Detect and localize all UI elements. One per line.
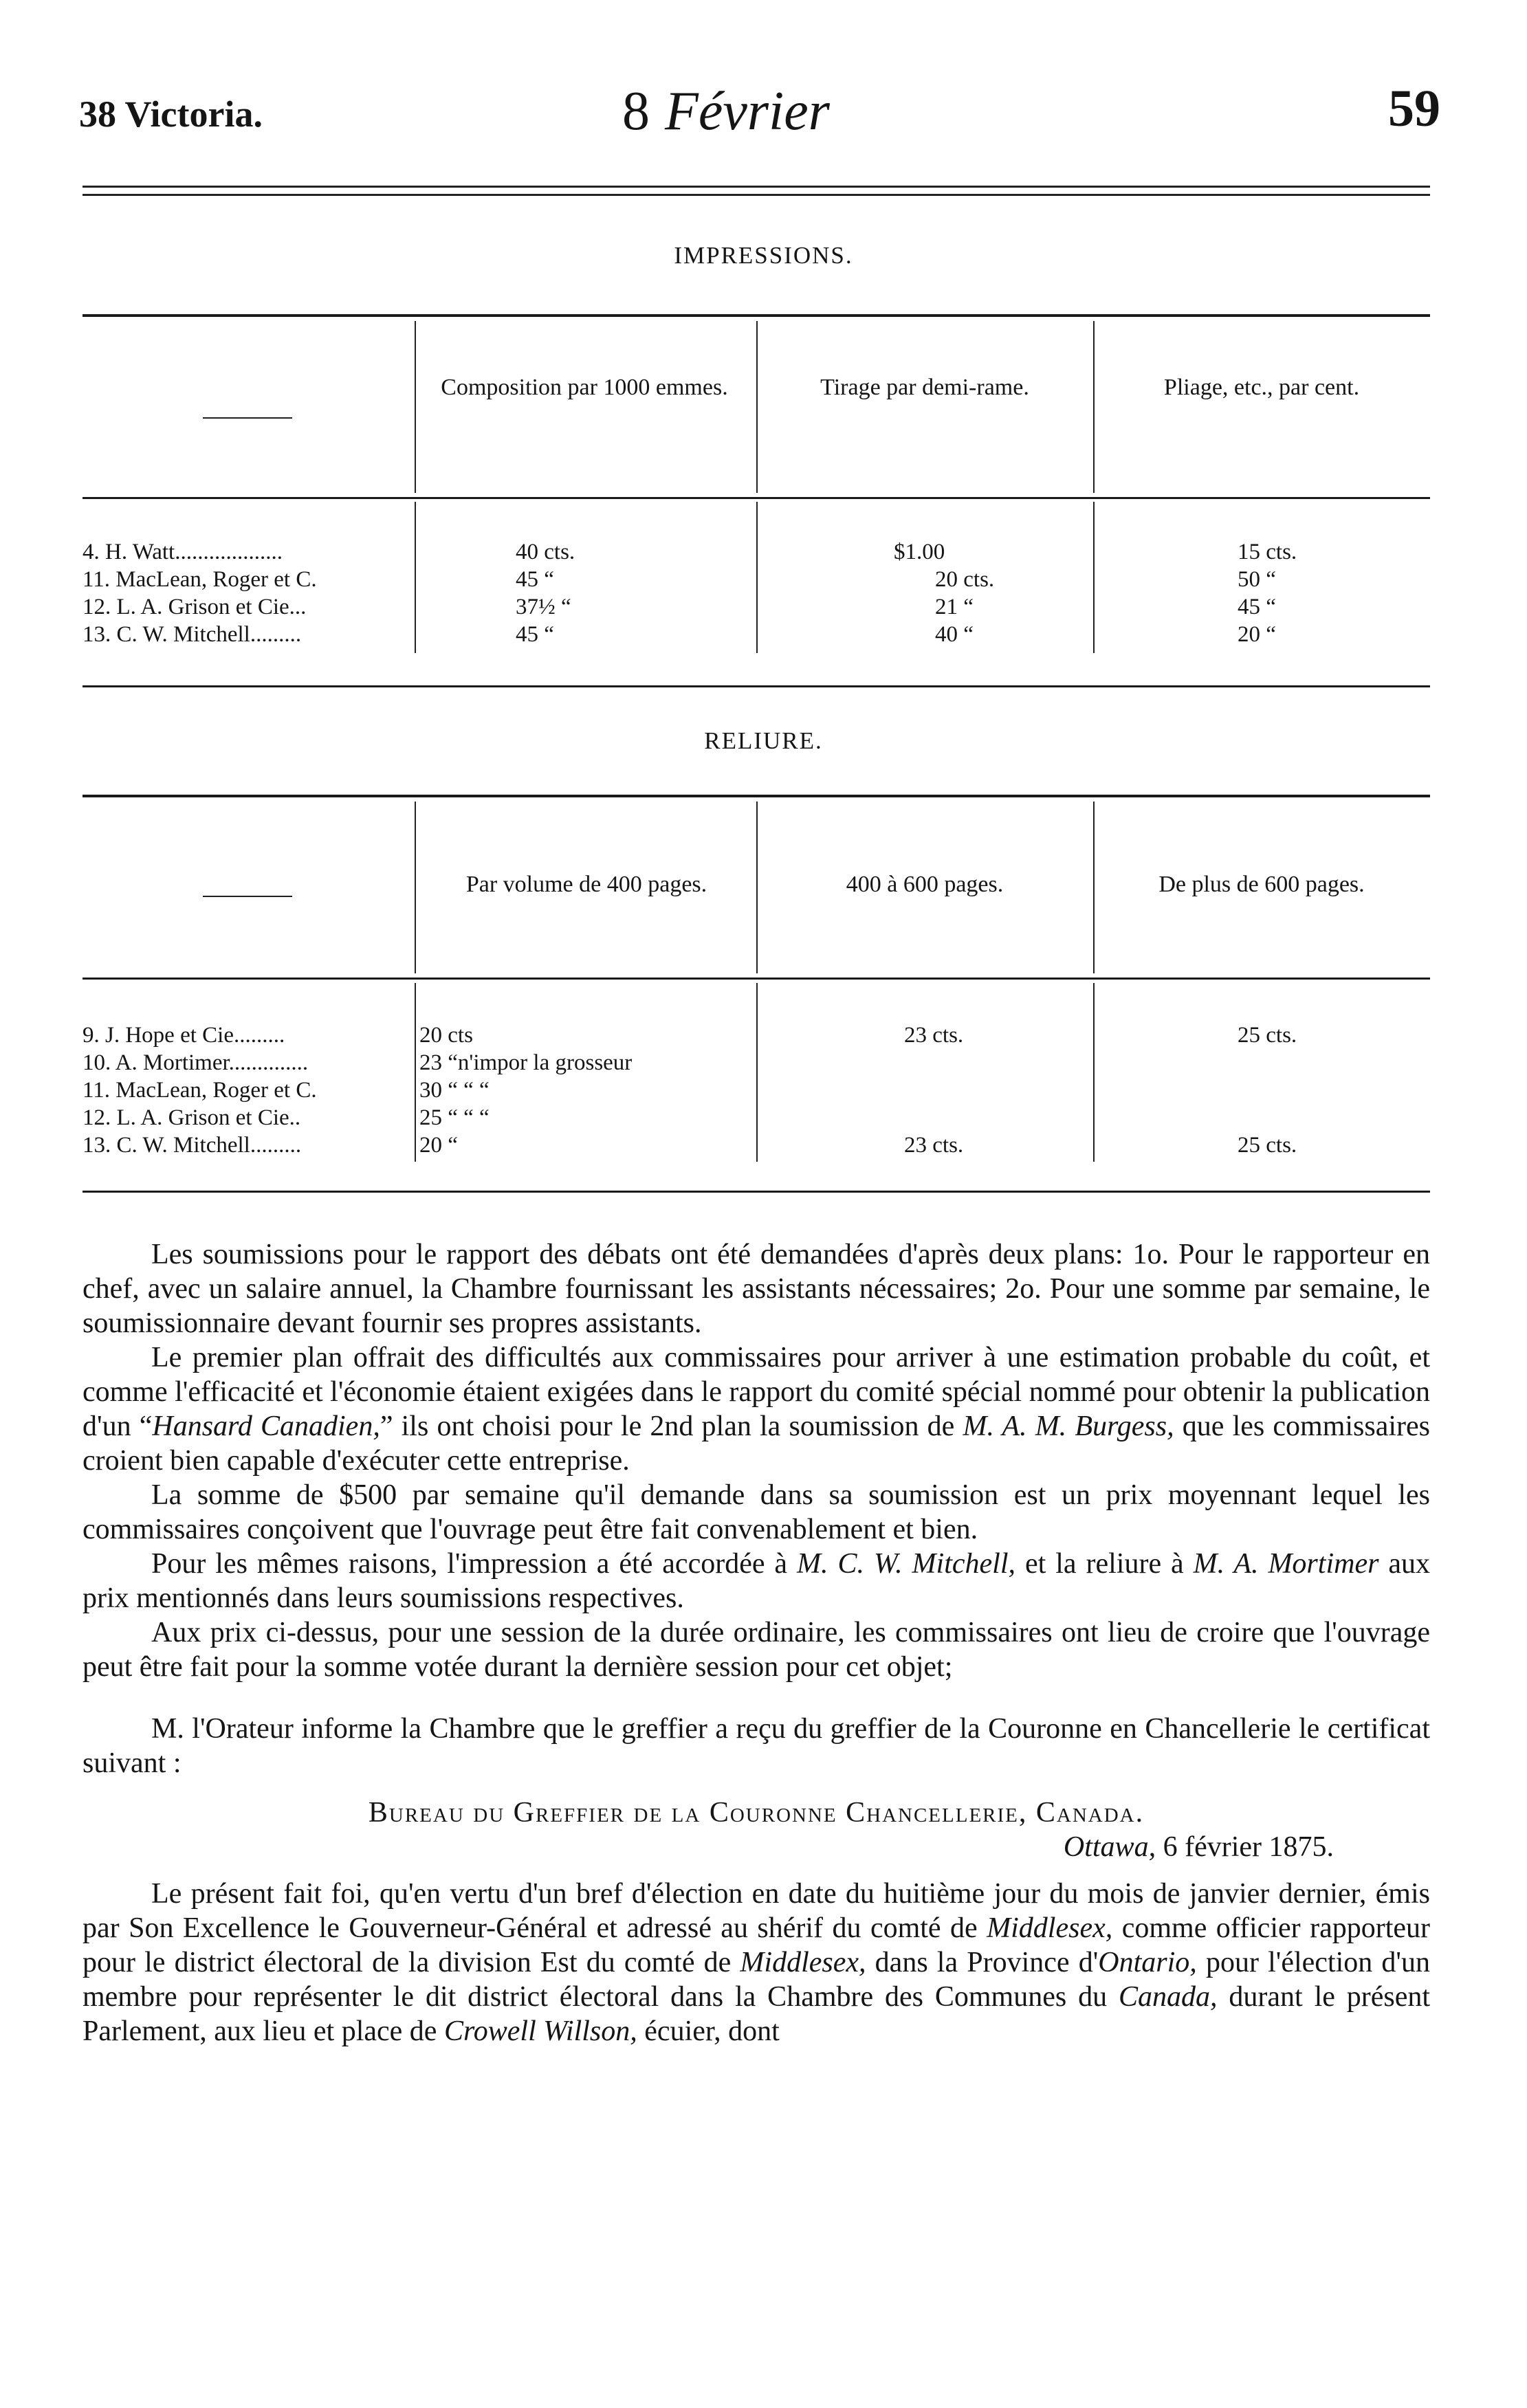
text-run: pour l'élection d'un membre pour représenter le dit district électoral dans la Chambre des Communes du (83, 1947, 1430, 2013)
reliure-table (83, 784, 1430, 1203)
table-row (83, 1133, 1430, 1160)
price-cell: 45 “ (516, 567, 554, 592)
text-run: écuier, dont (644, 2015, 780, 2047)
text-run: et la reliure à (1024, 1548, 1184, 1580)
contractor-name: 13. C. W. Mitchell......... (83, 1133, 302, 1158)
contractor-name: 12. L. A. Grison et Cie.. (83, 1105, 301, 1130)
table-row (83, 622, 1430, 650)
header-double-rule (83, 186, 1430, 196)
place-date (83, 1830, 1430, 1864)
hansard-title: Hansard Canadien, (152, 1411, 380, 1442)
text-run: que les commissaires croient bien capable d'exécuter cette entreprise. (83, 1411, 1431, 1477)
running-head (79, 72, 1440, 148)
price-cell: 37½ “ (516, 595, 571, 619)
table-row (83, 567, 1430, 595)
paragraph-submissions: Les soumissions pour le rapport des débats ont été demandées d'après deux plans: 1o. Pour le rapporteur en chef, avec un salaire annuel, la Chambre fournissant les assistants nécessaires; 2o. Pour une somme par semaine, le soumissionnaire devant fournir ses propres assistants. (83, 1239, 1430, 1339)
text-run: aux prix mentionnés dans leurs soumissions respectives. (83, 1548, 1431, 1614)
text-run: dans la Province d' (875, 1947, 1099, 1978)
table-rule (83, 795, 1430, 797)
price-cell: 30 “ “ “ (419, 1078, 490, 1103)
reliure-title: RELIURE. (704, 727, 823, 754)
table-rule (83, 977, 1430, 980)
table-row (83, 595, 1430, 622)
column-divider (756, 321, 758, 493)
price-cell: 15 cts. (1238, 540, 1297, 564)
table-row (83, 1023, 1430, 1050)
column-header: 400 à 600 pages. (846, 872, 1004, 897)
price-cell: 25 cts. (1238, 1133, 1297, 1158)
place-city: Ottawa, (1063, 1831, 1156, 1863)
place-date-rest: 6 février 1875. (1163, 1831, 1334, 1863)
price-cell: 40 cts. (516, 540, 575, 564)
bureau-heading: Bureau du Greffier de la Couronne Chancellerie, Canada. (368, 1797, 1145, 1829)
county-name: Middlesex, (987, 1912, 1113, 1944)
paragraph-first-plan (83, 1340, 1430, 1478)
table-rule (83, 1191, 1430, 1193)
price-cell: $1.00 (894, 540, 945, 564)
text-run: Le premier plan offrait des difficultés aux commissaires pour arriver à une estimation probable du coût, et comme l'efficacité et l'économie étaient exigées dans le rapport du comité spécial nommé pour obtenir la publication d'un “ (83, 1342, 1430, 1442)
contractor-name: 9. J. Hope et Cie......... (83, 1023, 285, 1048)
column-divider (756, 802, 758, 973)
province-name: Ontario, (1098, 1947, 1197, 1978)
date-heading (622, 80, 830, 143)
paragraph-certificate (83, 1877, 1430, 2048)
table-row (83, 540, 1430, 567)
person-willson: Crowell Willson, (443, 2015, 637, 2047)
price-cell: 20 “ (1238, 622, 1276, 647)
person-burgess: M. A. M. Burgess, (963, 1411, 1174, 1442)
price-cell: 40 “ (935, 622, 974, 647)
person-mortimer: M. A. Mortimer (1193, 1548, 1379, 1580)
impressions-title: IMPRESSIONS. (674, 242, 853, 269)
table-rule (83, 685, 1430, 687)
price-cell: 20 “ (419, 1133, 458, 1158)
price-cell: 23 cts. (904, 1133, 964, 1158)
page-number: 59 (1388, 80, 1440, 137)
price-cell: 20 cts (419, 1023, 473, 1048)
column-header: De plus de 600 pages. (1158, 872, 1365, 897)
session-label: 38 Victoria. (79, 93, 263, 135)
county-name: Middlesex, (740, 1947, 866, 1978)
person-mitchell: M. C. W. Mitchell, (797, 1548, 1015, 1580)
contractor-name: 11. MacLean, Roger et C. (83, 567, 317, 592)
contractor-name: 4. H. Watt................... (83, 540, 283, 564)
price-cell: 20 cts. (935, 567, 995, 592)
table-rule (83, 497, 1430, 499)
table-row (83, 1105, 1430, 1133)
blank-header-dash (203, 417, 292, 419)
text-run: ” ils ont choisi pour le 2nd plan la soumission de (380, 1411, 955, 1442)
text-run: comme officier rapporteur pour le district électoral de la division Est du comté de (83, 1912, 1430, 1978)
paragraph-speaker: M. l'Orateur informe la Chambre que le greffier a reçu du greffier de la Couronne en Chancellerie le certificat suivant : (83, 1713, 1430, 1779)
text-run: Le présent fait foi, qu'en vertu d'un bref d'élection en date du huitième jour du mois de janvier dernier, émis par Son Excellence le Gouverneur-Général et adressé au shérif du comté de (83, 1878, 1430, 1944)
date-month: Février (665, 81, 830, 142)
column-header: Par volume de 400 pages. (465, 872, 707, 897)
price-cell: 21 “ (935, 595, 974, 619)
paragraph-prices: Aux prix ci-dessus, pour une session de la durée ordinaire, les commissaires ont lieu de croire que l'ouvrage peut être fait pour la somme votée durant la dernière session pour cet objet; (83, 1617, 1430, 1683)
column-divider (1093, 321, 1095, 493)
price-cell: 23 “n'impor la grosseur (419, 1050, 633, 1075)
price-cell: 50 “ (1238, 567, 1276, 592)
column-header: Pliage, etc., par cent. (1163, 375, 1360, 400)
text-run: Pour les mêmes raisons, l'impression a été accordée à (151, 1548, 788, 1580)
price-cell: 25 cts. (1238, 1023, 1297, 1048)
table-row (83, 1050, 1430, 1078)
date-day: 8 (622, 81, 650, 142)
contractor-name: 13. C. W. Mitchell......... (83, 622, 302, 647)
blank-header-dash (203, 896, 292, 897)
price-cell: 45 “ (1238, 595, 1276, 619)
column-header: Composition par 1000 emmes. (441, 375, 728, 400)
contractor-name: 10. A. Mortimer.............. (83, 1050, 309, 1075)
column-header: Tirage par demi-rame. (820, 375, 1029, 400)
column-divider (415, 321, 416, 493)
contractor-name: 12. L. A. Grison et Cie... (83, 595, 307, 619)
table-rule (83, 314, 1430, 317)
paragraph-sum: La somme de $500 par semaine qu'il demande dans sa soumission est un prix moyennant lequel les commissaires conçoivent que l'ouvrage peut être fait convenablement et bien. (83, 1479, 1430, 1545)
impressions-table (83, 306, 1430, 701)
table-row (83, 1078, 1430, 1105)
paragraph-printing (83, 1547, 1430, 1615)
price-cell: 25 “ “ “ (419, 1105, 490, 1130)
column-divider (415, 802, 416, 973)
price-cell: 23 cts. (904, 1023, 964, 1048)
column-divider (1093, 802, 1095, 973)
price-cell: 45 “ (516, 622, 554, 647)
contractor-name: 11. MacLean, Roger et C. (83, 1078, 317, 1103)
body-text (83, 1237, 1430, 2048)
text-run: durant le présent Parlement, aux lieu et place de (83, 1981, 1431, 2047)
country-name: Canada, (1118, 1981, 1218, 2013)
